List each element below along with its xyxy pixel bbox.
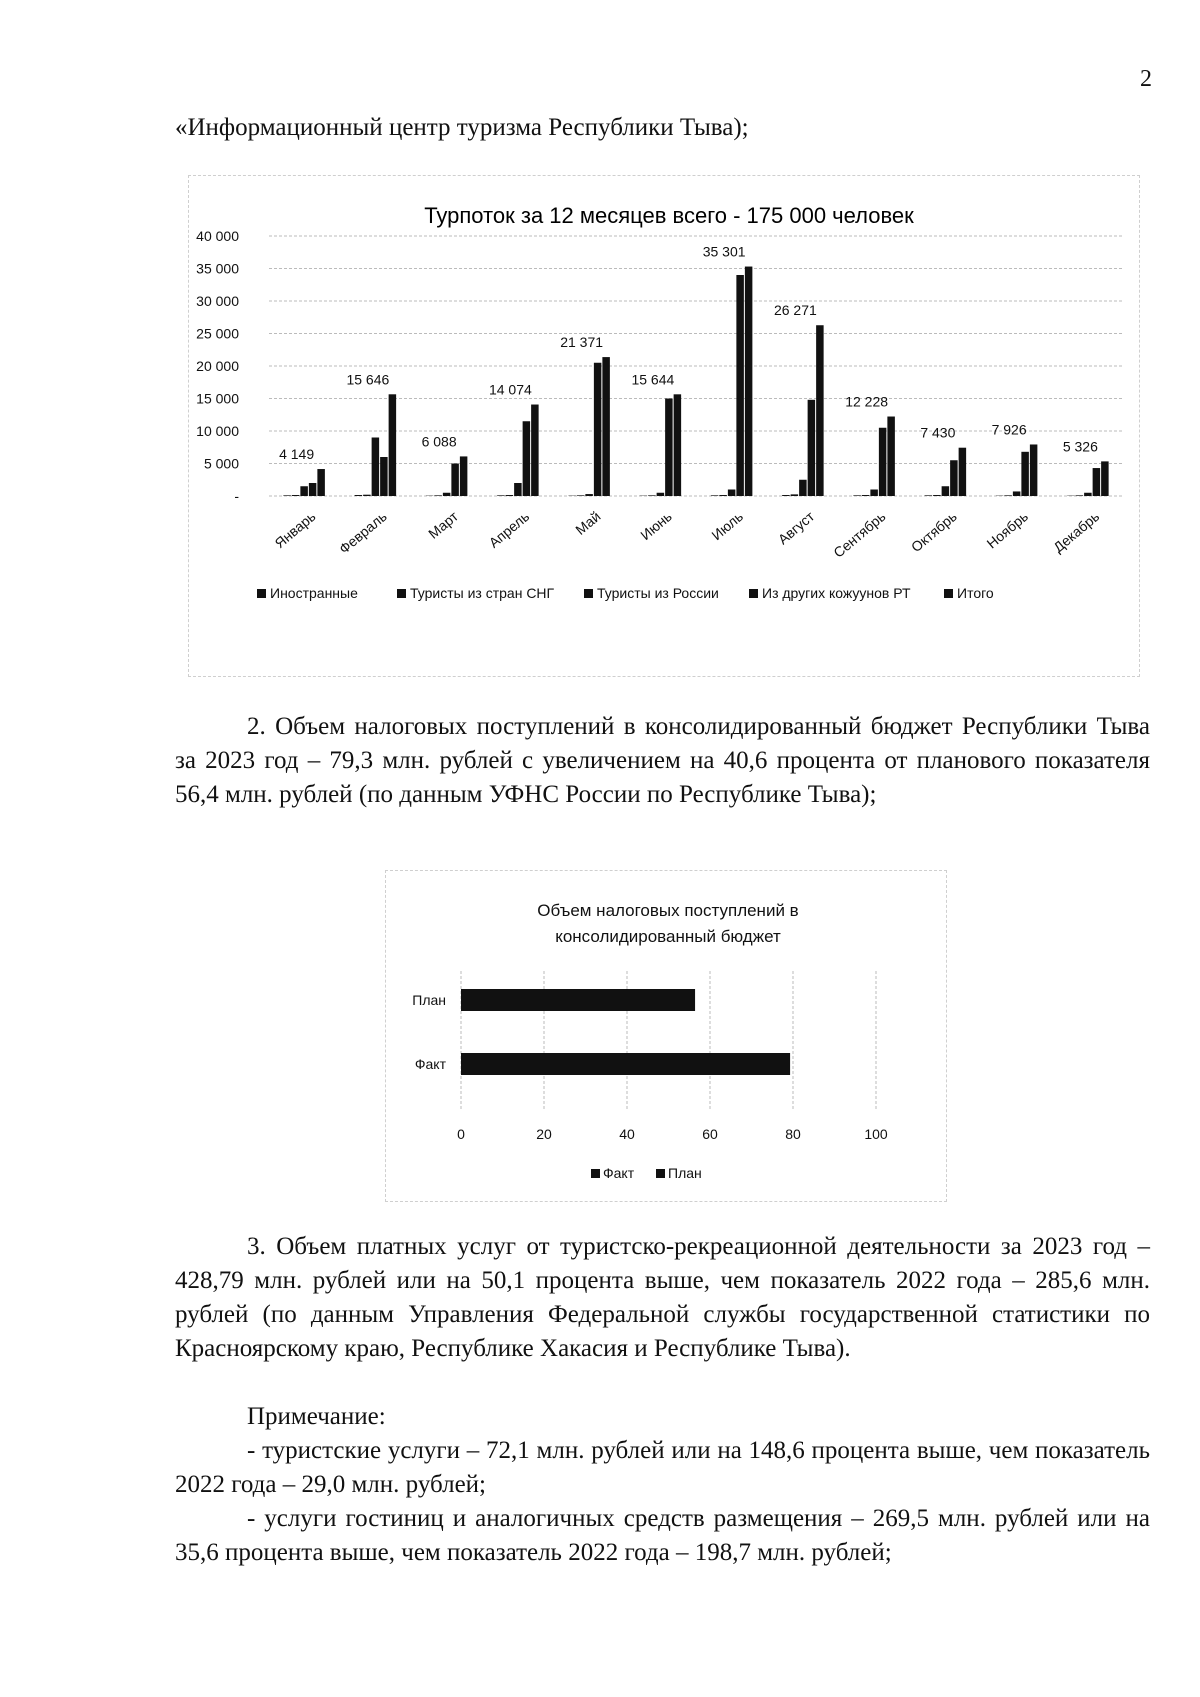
category-label: План [412, 992, 446, 1008]
data-label: 7 430 [920, 424, 956, 441]
bar-3 [585, 494, 593, 496]
note-item-tourist-services: - туристские услуги – 72,1 млн. рублей или на 148,6 процента выше, чем показатель 2022 года – 29,0 млн. рублей; [175, 1437, 1150, 1498]
tax-revenue-chart-frame [385, 870, 947, 1202]
bar-3 [1084, 493, 1092, 496]
bar-4 [665, 399, 673, 497]
bar-3 [1013, 491, 1021, 496]
x-tick-label: 0 [457, 1126, 465, 1142]
bar-3 [942, 486, 950, 496]
bar-1 [355, 495, 363, 496]
bar-2 [933, 495, 941, 496]
bar-5 [745, 267, 753, 496]
bar-5 [531, 405, 539, 496]
tourist-flow-chart [189, 176, 1139, 676]
bar-5 [1030, 444, 1038, 496]
bar-2 [363, 495, 371, 496]
x-tick-label: 40 [619, 1126, 635, 1142]
data-label: 15 646 [346, 371, 390, 388]
category-label: Факт [414, 1056, 446, 1072]
bar-2 [434, 495, 442, 496]
data-label: 5 326 [1062, 438, 1098, 455]
data-label: 4 149 [279, 446, 315, 463]
page-number: 2 [1140, 66, 1152, 92]
bar-3 [300, 486, 308, 496]
bar-3 [514, 483, 522, 496]
data-label: 35 301 [702, 243, 746, 260]
bar-5 [816, 325, 824, 496]
y-tick-label: 15 000 [196, 390, 239, 407]
bar-4 [594, 363, 602, 496]
legend-label: План [668, 1165, 702, 1181]
bar-4 [879, 428, 887, 496]
legend-swatch [749, 589, 758, 598]
chart-title: консолидированный бюджет [555, 927, 781, 946]
legend-swatch [397, 589, 406, 598]
y-tick-label: 5 000 [203, 455, 239, 472]
category-label: Февраль [335, 508, 390, 557]
data-label: 21 371 [560, 334, 604, 351]
bar-2 [506, 495, 514, 496]
category-label: Сентябрь [830, 508, 889, 561]
bar-2 [1004, 495, 1012, 496]
x-tick-label: 60 [702, 1126, 718, 1142]
bar-2 [791, 494, 799, 496]
bar-4 [808, 400, 816, 496]
bar-1 [283, 495, 291, 496]
bar-1 [711, 495, 719, 496]
bar-2 [648, 495, 656, 496]
bar-3 [443, 493, 451, 496]
bar-4 [523, 421, 531, 496]
legend-label: Итого [957, 585, 994, 601]
legend-swatch [257, 589, 266, 598]
x-tick-label: 80 [785, 1126, 801, 1142]
bar-1 [782, 495, 790, 496]
category-label: Ноябрь [983, 508, 1032, 552]
bar-5 [389, 394, 397, 496]
bar-2 [862, 495, 870, 496]
bar-4 [1093, 468, 1101, 496]
chart-title: Объем налоговых поступлений в [537, 901, 799, 920]
y-tick-label: 10 000 [196, 423, 239, 439]
intro-line: «Информационный центр туризма Республики Тыва); [175, 114, 749, 141]
bar-3 [728, 490, 736, 497]
legend-label: Из других кожуунов РТ [762, 585, 911, 601]
bar-1 [925, 495, 933, 496]
category-label: Октябрь [907, 508, 960, 556]
legend-label: Факт [603, 1165, 635, 1181]
data-label: 7 926 [991, 421, 1027, 438]
bar-факт [461, 1053, 790, 1075]
bar-5 [887, 417, 895, 496]
tourist-flow-chart-frame [188, 175, 1140, 677]
data-label: 15 644 [631, 371, 675, 388]
legend-label: Туристы из стран СНГ [410, 585, 555, 601]
legend-swatch [944, 589, 953, 598]
category-label: Май [572, 508, 604, 538]
bar-4 [1021, 452, 1029, 496]
y-tick-label: - [234, 488, 239, 504]
category-label: Январь [271, 508, 319, 552]
bar-3 [799, 480, 807, 496]
legend-swatch [591, 1169, 600, 1178]
category-label: Июнь [637, 508, 675, 544]
bar-5 [674, 394, 682, 496]
bar-4 [380, 457, 388, 496]
y-tick-label: 20 000 [196, 358, 239, 374]
bar-5 [602, 357, 610, 496]
category-label: Март [425, 508, 462, 542]
y-tick-label: 25 000 [196, 325, 239, 342]
bar-4 [451, 464, 459, 497]
bar-4 [950, 460, 958, 496]
bar-5 [959, 448, 967, 496]
paragraph-tax-revenue: 2. Объем налоговых поступлений в консолидированный бюджет Республики Тыва за 2023 год – 79,3 млн. рублей с увеличением на 40,6 процента от планового показателя 56,4 млн. рублей (по данным УФНС России по Республике Тыва); [175, 713, 1150, 808]
x-tick-label: 20 [536, 1126, 552, 1142]
legend-swatch [584, 589, 593, 598]
category-label: Август [774, 508, 818, 548]
bar-2 [719, 495, 727, 496]
bar-3 [372, 438, 380, 497]
legend-label: Иностранные [270, 585, 358, 601]
data-label: 6 088 [421, 433, 457, 450]
bar-3 [870, 490, 878, 497]
y-tick-label: 40 000 [196, 228, 239, 244]
bar-2 [577, 495, 585, 496]
bar-5 [317, 469, 325, 496]
bar-план [461, 989, 695, 1011]
legend-label: Туристы из России [597, 585, 719, 601]
note-label: Примечание: [247, 1403, 386, 1430]
category-label: Декабрь [1050, 508, 1103, 556]
data-label: 12 228 [845, 393, 889, 410]
bar-1 [497, 495, 505, 496]
category-label: Апрель [485, 508, 533, 551]
note-item-hotel-services: - услуги гостиниц и аналогичных средств размещения – 269,5 млн. рублей или на 35,6 процента выше, чем показатель 2022 года – 198,7 млн. рублей; [175, 1505, 1150, 1566]
paragraph-paid-services: 3. Объем платных услуг от туристско-рекреационной деятельности за 2023 год – 428,79 млн. рублей или на 50,1 процента выше, чем показатель 2022 года – 285,6 млн. рублей (по данным Управления Федеральной службы государственной статистики по Красноярскому краю, Республике Хакасия и Республике Тыва). [175, 1233, 1150, 1362]
legend-swatch [656, 1169, 665, 1178]
bar-3 [657, 493, 665, 496]
tax-revenue-chart [386, 871, 946, 1201]
bar-4 [309, 483, 317, 496]
bar-5 [460, 456, 468, 496]
category-label: Июль [708, 508, 747, 544]
bar-5 [1101, 461, 1109, 496]
y-tick-label: 35 000 [196, 260, 239, 277]
bar-2 [1076, 495, 1084, 496]
bar-4 [736, 275, 744, 496]
data-label: 14 074 [488, 381, 532, 398]
chart-title: Турпоток за 12 месяцев всего - 175 000 человек [424, 203, 914, 228]
data-label: 26 271 [773, 302, 817, 319]
y-tick-label: 30 000 [196, 293, 239, 309]
bar-2 [292, 495, 300, 496]
bar-1 [853, 495, 861, 496]
x-tick-label: 100 [864, 1126, 888, 1142]
